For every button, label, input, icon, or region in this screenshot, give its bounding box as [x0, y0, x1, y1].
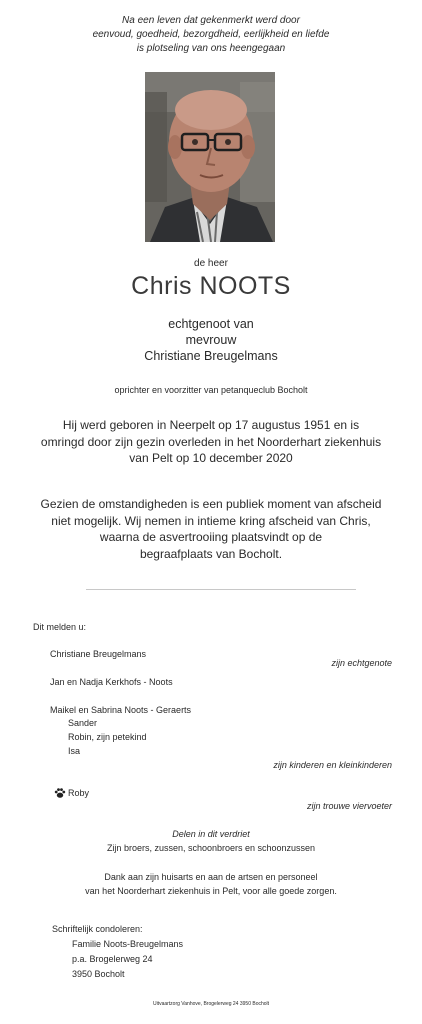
family-spouse-role: zijn echtgenote — [331, 658, 392, 668]
farewell-paragraph — [0, 496, 422, 562]
paw-icon-shape — [54, 787, 66, 799]
thanks-line: van het Noorderhart ziekenhuis in Pelt, voor alle goede zorgen. — [85, 886, 337, 896]
birth-death-paragraph — [0, 417, 422, 467]
honorific: de heer — [194, 258, 228, 269]
spouse-name: Christiane Breugelmans — [144, 349, 278, 363]
sharing-title: Delen in dit verdriet — [172, 829, 250, 839]
family-child: Jan en Nadja Kerkhofs - Noots — [50, 677, 173, 687]
paragraph-line: Gezien de omstandigheden is een publiek moment van afscheid — [40, 497, 382, 511]
family-grandchild: Robin, zijn petekind — [68, 732, 147, 742]
paw-icon — [54, 786, 66, 798]
spouse-line: mevrouw — [185, 333, 237, 347]
family-pet: Roby — [68, 788, 90, 798]
paragraph-line: waarna de asvertrooiing plaatsvindt op de — [99, 530, 323, 544]
portrait-photo — [145, 72, 275, 242]
family-grandchild: Sander — [68, 718, 98, 728]
condolences-title: Schriftelijk condoleren: — [52, 924, 143, 934]
family-child: Maikel en Sabrina Noots - Geraerts — [50, 705, 192, 715]
thanks-block — [0, 870, 422, 898]
paragraph-line: van Pelt op 10 december 2020 — [129, 451, 293, 465]
divider — [86, 589, 356, 590]
family-grandchild: Isa — [68, 746, 81, 756]
family-children-role: zijn kinderen en kleinkinderen — [273, 760, 392, 770]
condolences-city: 3950 Bocholt — [72, 969, 125, 979]
deceased-name: Chris NOOTS — [131, 272, 291, 300]
club-role: oprichter en voorzitter van petanqueclub Bocholt — [114, 385, 308, 395]
condolences-street: p.a. Brogelerweg 24 — [72, 954, 153, 964]
intro-line: Na een leven dat gekenmerkt werd door — [122, 15, 300, 26]
intro-line: eenvoud, goedheid, bezorgdheid, eerlijkheid en liefde — [92, 29, 330, 40]
family-spouse: Christiane Breugelmans — [50, 649, 147, 659]
announce-label: Dit melden u: — [33, 622, 87, 632]
paragraph-line: niet mogelijk. Wij nemen in intieme kring afscheid van Chris, — [51, 513, 371, 528]
intro-text — [0, 14, 422, 56]
paragraph-line: omringd door zijn gezin overleden in het Noorderhart ziekenhuis — [40, 434, 382, 449]
portrait-illustration — [145, 72, 275, 242]
family-pet-role: zijn trouwe viervoeter — [306, 801, 392, 811]
thanks-line: Dank aan zijn huisarts en aan de artsen en personeel — [104, 872, 318, 882]
paragraph-line: Hij werd geboren in Neerpelt op 17 augustus 1951 en is — [62, 418, 360, 432]
intro-line: is plotseling van ons heengegaan — [136, 43, 286, 54]
condolences-name: Familie Noots-Breugelmans — [72, 939, 184, 949]
spouse-block — [0, 316, 422, 364]
funeral-home-footer: Uitvaartzorg Vanhove, Brogelerweg 24 3950 Bocholt — [152, 1001, 270, 1007]
paragraph-line: begraafplaats van Bocholt. — [139, 546, 283, 561]
sharing-line: Zijn broers, zussen, schoonbroers en schoonzussen — [106, 843, 316, 853]
spouse-line: echtgenoot van — [168, 317, 254, 331]
